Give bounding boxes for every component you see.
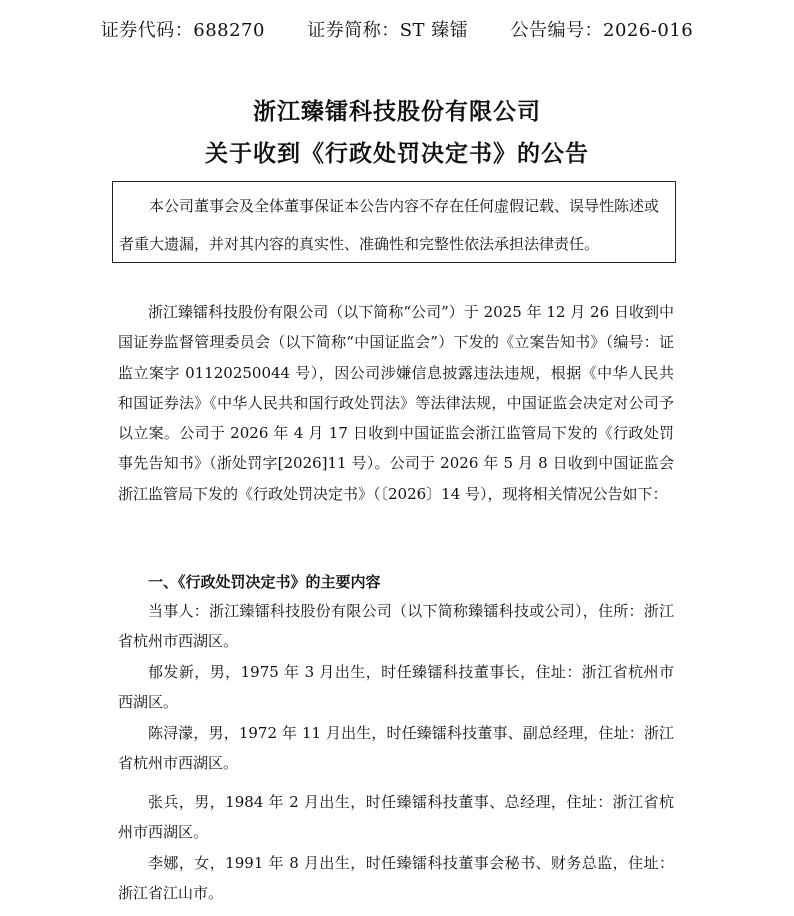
party-paragraph-li: 李娜，女，1991 年 8 月出生，时任臻镭科技董事会秘书、财务总监，住址：浙江省江山市。 — [118, 854, 674, 903]
security-code: 证券代码：688270 — [100, 20, 265, 41]
board-guarantee-text: 本公司董事会及全体董事保证本公告内容不存在任何虚假记载、误导性陈述或者重大遗漏，并对其内容的真实性、准确性和完整性依法承担法律责任。 — [119, 197, 660, 253]
document-header — [0, 16, 794, 42]
party-paragraph-zhang: 张兵，男，1984 年 2 月出生，时任臻镭科技董事、总经理，住址：浙江省杭州市西湖区。 — [118, 793, 674, 842]
company-title: 浙江臻镭科技股份有限公司 — [253, 99, 541, 125]
board-guarantee-box — [112, 181, 676, 263]
party-paragraph-yu: 郁发新，男，1975 年 3 月出生，时任臻镭科技董事长，住址：浙江省杭州市西湖区。 — [118, 663, 674, 712]
body-paragraph: 浙江臻镭科技股份有限公司（以下简称“公司”）于 2025 年 12 月 26 日收到中国证券监督管理委员会（以下简称“中国证监会”）下发的《立案告知书》（编号：证监立案字 01120250044 号），因公司涉嫌信息披露违法违规，根据《中华人民共和国证券法》《中华人民共和国行政处罚法》等法律法规，中国证监会决定对公司予以立案。公司于 2026 年 4 月 17 日收到中国证监会浙江监管局下发的《行政处罚事先告知书》（浙处罚字[2026]11 号）。公司于 2026 年 5 月 8 日收到中国证监会浙江监管局下发的《行政处罚决定书》（〔2026〕14 号），现将相关情况公告如下： — [118, 303, 674, 503]
party-paragraph-chen: 陈浔濛，男，1972 年 11 月出生，时任臻镭科技董事、副总经理，住址：浙江省杭州市西湖区。 — [118, 724, 674, 773]
party-paragraph-company: 当事人：浙江臻镭科技股份有限公司（以下简称臻镭科技或公司），住所：浙江省杭州市西湖区。 — [118, 602, 674, 651]
announcement-title: 关于收到《行政处罚决定书》的公告 — [205, 141, 589, 167]
announcement-number: 公告编号：2026-016 — [510, 20, 694, 41]
section-heading: 一、《行政处罚决定书》的主要内容 — [148, 573, 381, 591]
security-short-name: 证券简称：ST 臻镭 — [307, 20, 469, 41]
